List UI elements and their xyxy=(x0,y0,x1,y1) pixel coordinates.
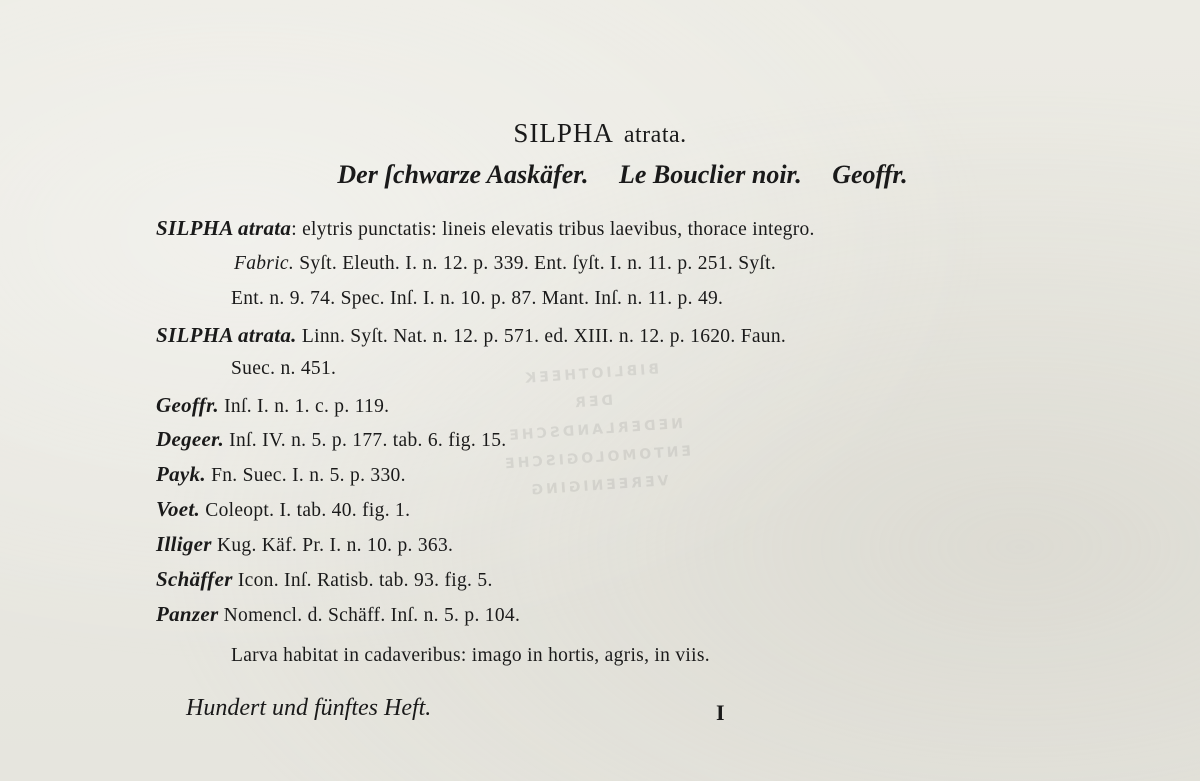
entry-author: Fabric. xyxy=(234,253,295,274)
entry-text: Icon. Inſ. Ratisb. tab. 93. fig. 5. xyxy=(232,570,493,591)
entry-author: Payk. xyxy=(156,462,206,486)
title-genus: SILPHA xyxy=(513,118,614,148)
stamp-line: VEREENIGING xyxy=(528,473,670,499)
entry-line xyxy=(156,427,506,452)
entry-text: Syſt. Eleuth. I. n. 12. p. 339. Ent. ſyſt. I. n. 11. p. 251. Syſt. xyxy=(294,253,777,274)
page-title xyxy=(0,118,1200,149)
subtitle-author: Geoffr. xyxy=(832,160,908,189)
entry-line xyxy=(156,567,493,592)
stamp-line: ENTOMOLOGISCHE xyxy=(501,443,692,473)
entry-text: Inſ. IV. n. 5. p. 177. tab. 6. fig. 15. xyxy=(224,430,507,451)
entry-text: Inſ. I. n. 1. c. p. 119. xyxy=(218,396,390,417)
entry-author: Geoffr. xyxy=(156,393,219,417)
entry-line xyxy=(231,288,723,310)
entry-text: Kug. Käf. Pr. I. n. 10. p. 363. xyxy=(211,535,454,556)
entry-line xyxy=(156,323,786,348)
entry-line xyxy=(231,645,710,667)
entry-author: SILPHA atrata xyxy=(156,216,292,240)
subtitle-french: Le Bouclier noir. xyxy=(618,160,802,189)
subtitle-german: Der ſchwarze Aaskäfer. xyxy=(337,160,589,189)
entry-text: Larva habitat in cadaveribus: imago in hortis, agris, in viis. xyxy=(231,645,710,666)
title-species: atrata. xyxy=(623,122,687,148)
entry-author: SILPHA atrata. xyxy=(156,323,297,347)
entry-line xyxy=(156,497,410,522)
page-subtitle xyxy=(0,160,1200,190)
entry-line xyxy=(156,393,389,418)
entry-author: Degeer. xyxy=(156,427,224,451)
entry-text: Coleopt. I. tab. 40. fig. 1. xyxy=(200,500,411,521)
entry-line xyxy=(156,532,453,557)
entry-line xyxy=(156,462,406,487)
signature-mark: I xyxy=(716,700,725,725)
entry-line xyxy=(156,216,815,241)
entry-text: Ent. n. 9. 74. Spec. Inſ. I. n. 10. p. 87. Mant. Inſ. n. 11. p. 49. xyxy=(231,288,724,309)
entry-line xyxy=(231,358,336,380)
entry-line xyxy=(234,253,776,275)
entry-text: : elytris punctatis: lineis elevatis tribus laevibus, thorace integro. xyxy=(291,219,815,240)
entry-text: Linn. Syſt. Nat. n. 12. p. 571. ed. XIII. n. 12. p. 1620. Faun. xyxy=(296,326,787,347)
entry-text: Fn. Suec. I. n. 5. p. 330. xyxy=(205,465,406,486)
entry-text: Suec. n. 451. xyxy=(231,358,337,379)
entry-author: Illiger xyxy=(156,532,212,556)
entry-author: Panzer xyxy=(156,602,219,626)
entry-text: Nomencl. d. Schäff. Inſ. n. 5. p. 104. xyxy=(218,605,521,626)
stamp-line: NEDERLANDSCHE xyxy=(505,415,684,445)
footer-heft: Hundert und fünftes Heft. xyxy=(186,695,432,721)
entry-author: Voet. xyxy=(156,497,201,521)
entry-author: Schäffer xyxy=(156,567,233,591)
stamp-line: BIBLIOTHEEK xyxy=(521,361,660,387)
stamp-line: DER xyxy=(571,392,614,412)
library-stamp xyxy=(480,353,710,518)
entry-line xyxy=(156,602,520,627)
